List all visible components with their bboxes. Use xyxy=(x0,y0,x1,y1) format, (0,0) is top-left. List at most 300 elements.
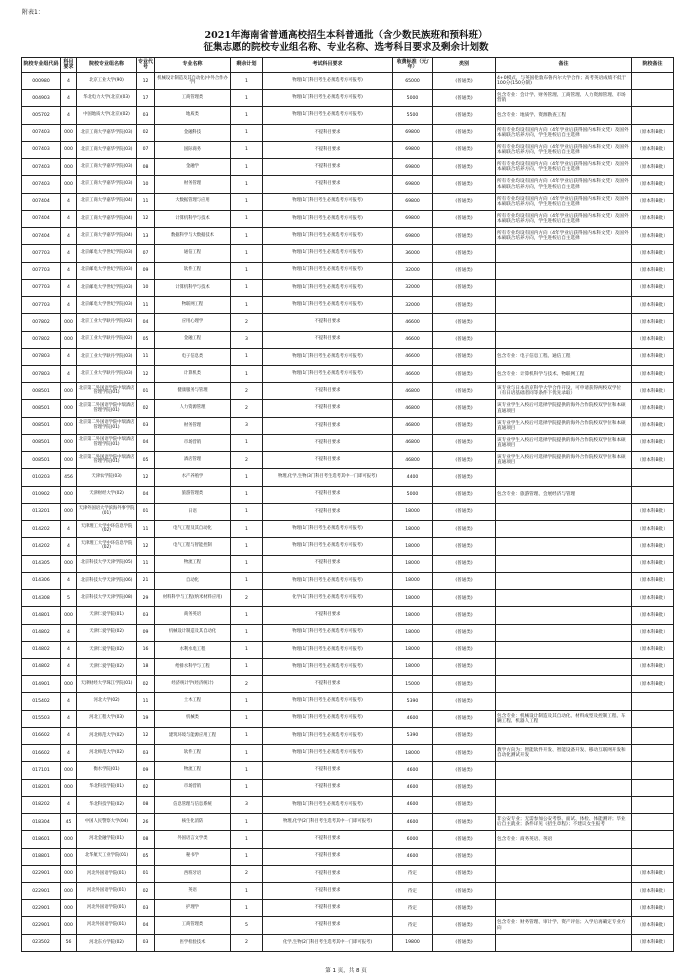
exam-req-cell: 不提科目要求 xyxy=(263,831,393,848)
school-remarks-cell xyxy=(632,693,674,710)
fee-cell: 32000 xyxy=(393,279,433,296)
fee-cell: 5390 xyxy=(393,693,433,710)
group-code-cell: 016602 xyxy=(22,745,61,762)
table-row xyxy=(22,900,674,917)
remaining-cell: 1 xyxy=(231,486,263,503)
table-row xyxy=(22,434,674,451)
major-name-cell: 英语 xyxy=(155,883,231,900)
fee-cell: 待定 xyxy=(393,900,433,917)
major-name-cell: 计算机科学与技术 xyxy=(155,210,231,227)
major-code-cell: 12 xyxy=(137,469,155,486)
subject-req-cell: 4 xyxy=(61,228,77,245)
major-code-cell: 02 xyxy=(137,676,155,693)
group-code-cell: 014801 xyxy=(22,607,61,624)
group-code-cell: 013201 xyxy=(22,503,61,520)
fee-cell: 19800 xyxy=(393,934,433,951)
group-code-cell: 010902 xyxy=(22,486,61,503)
exam-req-cell: 不提科目要求 xyxy=(263,486,393,503)
major-name-cell: 物流工程 xyxy=(155,555,231,572)
group-code-cell: 015402 xyxy=(22,693,61,710)
fee-cell: 18000 xyxy=(393,572,433,589)
school-remarks-cell: （原本科B批） xyxy=(632,141,674,158)
subject-req-cell: 000 xyxy=(61,607,77,624)
group-name-cell: 北京工业大学(90) xyxy=(77,73,137,90)
page-title-line-1: 2021年海南省普通高校招生本科普通批（含少数民族班和预科班） xyxy=(204,30,488,41)
school-remarks-cell xyxy=(632,762,674,779)
group-name-cell: 北京工商大学嘉华学院(03) xyxy=(77,124,137,141)
exam-req-cell: 不提科目要求 xyxy=(263,331,393,348)
major-code-cell: 12 xyxy=(137,210,155,227)
school-remarks-cell xyxy=(632,814,674,831)
remarks-cell xyxy=(496,762,632,779)
col-remarks-header: 备注 xyxy=(496,58,632,73)
major-name-cell: 经济统计学(经济统计) xyxy=(155,676,231,693)
major-name-cell: 工商管理类 xyxy=(155,90,231,107)
fee-cell: 4600 xyxy=(393,814,433,831)
exam-req-cell: 不提科目要求 xyxy=(263,400,393,417)
remarks-cell: 包含专业：旅游管理、会展经济与管理 xyxy=(496,486,632,503)
remaining-cell: 1 xyxy=(231,848,263,865)
remarks-cell xyxy=(496,779,632,796)
exam-req-cell: 不提科目要求 xyxy=(263,883,393,900)
group-name-cell: 北京工商大学嘉华学院(04) xyxy=(77,210,137,227)
remarks-cell xyxy=(496,331,632,348)
fee-cell: 18000 xyxy=(393,503,433,520)
remaining-cell: 1 xyxy=(231,73,263,90)
major-code-cell: 11 xyxy=(137,693,155,710)
major-name-cell: 市场营销 xyxy=(155,779,231,796)
major-name-cell: 机械设计制造及其自动化(中外合作办学) xyxy=(155,73,231,90)
table-row xyxy=(22,486,674,503)
subject-req-cell: 4 xyxy=(61,641,77,658)
fee-cell: 4600 xyxy=(393,710,433,727)
school-remarks-cell: （原本科B批） xyxy=(632,279,674,296)
category-cell: (普通类) xyxy=(433,831,496,848)
major-name-cell: 外国语言文学类 xyxy=(155,831,231,848)
col-group-name-header: 院校专业组名称 xyxy=(77,58,137,73)
major-name-cell: 金融工程 xyxy=(155,331,231,348)
remaining-cell: 1 xyxy=(231,814,263,831)
major-code-cell: 13 xyxy=(137,228,155,245)
remarks-cell xyxy=(496,693,632,710)
group-code-cell: 008501 xyxy=(22,400,61,417)
exam-req-cell: 物理(1门科目考生必须选考方可报考) xyxy=(263,727,393,744)
fee-cell: 5000 xyxy=(393,486,433,503)
major-code-cell: 08 xyxy=(137,831,155,848)
major-code-cell: 03 xyxy=(137,745,155,762)
fee-cell: 65000 xyxy=(393,73,433,90)
table-row xyxy=(22,365,674,382)
school-remarks-cell xyxy=(632,107,674,124)
subject-req-cell: 4 xyxy=(61,693,77,710)
major-code-cell: 03 xyxy=(137,107,155,124)
category-cell: (普通类) xyxy=(433,400,496,417)
exam-req-cell: 不提科目要求 xyxy=(263,159,393,176)
fee-cell: 6000 xyxy=(393,831,433,848)
subject-req-cell: 000 xyxy=(61,434,77,451)
group-name-cell: 华北科技学院(01) xyxy=(77,779,137,796)
school-remarks-cell: （原本科B批） xyxy=(632,400,674,417)
group-name-cell: 河北金融学院(01) xyxy=(77,831,137,848)
page-title-line-2: 征集志愿的院校专业组名称、专业名称、选考科目要求及剩余计划数 xyxy=(203,42,489,53)
remarks-cell: 所有专业均设有国内方向（4年学业后获得国内本科文凭）及国外本硕联合培养方向，学生进校后自主选择 xyxy=(496,124,632,141)
category-cell: (普通类) xyxy=(433,193,496,210)
exam-req-cell: 物理(1门科目考生必须选考方可报考) xyxy=(263,193,393,210)
school-remarks-cell: （原本科B批） xyxy=(632,917,674,934)
table-row xyxy=(22,400,674,417)
category-cell: (普通类) xyxy=(433,727,496,744)
exam-req-cell: 不提科目要求 xyxy=(263,176,393,193)
group-name-cell: 河北外国语学院(01) xyxy=(77,865,137,882)
group-code-cell: 008501 xyxy=(22,383,61,400)
major-code-cell: 03 xyxy=(137,417,155,434)
major-code-cell: 11 xyxy=(137,521,155,538)
major-code-cell: 04 xyxy=(137,434,155,451)
remarks-cell: 该专业学生入校后可选择学院提供的海外合作院校双学位和本硕直通项目 xyxy=(496,452,632,469)
col-major-name-header: 专业名称 xyxy=(155,58,231,73)
subject-req-cell: 4 xyxy=(61,279,77,296)
group-name-cell: 北京工商大学嘉华学院(04) xyxy=(77,193,137,210)
table-row xyxy=(22,607,674,624)
major-name-cell: 人力资源管理 xyxy=(155,400,231,417)
major-name-cell: 地质类 xyxy=(155,107,231,124)
fee-cell: 4600 xyxy=(393,762,433,779)
major-name-cell: 秘书学 xyxy=(155,848,231,865)
major-name-cell: 物流工程 xyxy=(155,762,231,779)
exam-req-cell: 物理(1门科目考生必须选考方可报考) xyxy=(263,348,393,365)
table-row xyxy=(22,193,674,210)
subject-req-cell: 5 xyxy=(61,590,77,607)
school-remarks-cell xyxy=(632,73,674,90)
exam-req-cell: 不提科目要求 xyxy=(263,124,393,141)
table-row xyxy=(22,331,674,348)
remarks-cell xyxy=(496,297,632,314)
major-name-cell: 商务英语 xyxy=(155,607,231,624)
remarks-cell: 包含专业：计算机科学与技术、物联网工程 xyxy=(496,365,632,382)
group-code-cell: 018801 xyxy=(22,848,61,865)
remaining-cell: 1 xyxy=(231,159,263,176)
table-row xyxy=(22,210,674,227)
category-cell: (普通类) xyxy=(433,658,496,675)
fee-cell: 4400 xyxy=(393,469,433,486)
major-name-cell: 应用心理学 xyxy=(155,314,231,331)
major-code-cell: 07 xyxy=(137,245,155,262)
subject-req-cell: 4 xyxy=(61,538,77,555)
subject-req-cell: 4 xyxy=(61,210,77,227)
remarks-cell xyxy=(496,796,632,813)
fee-cell: 5390 xyxy=(393,727,433,744)
group-name-cell: 北京工商大学嘉华学院(03) xyxy=(77,176,137,193)
subject-req-cell: 4 xyxy=(61,348,77,365)
group-name-cell: 河北大学(02) xyxy=(77,693,137,710)
remaining-cell: 1 xyxy=(231,745,263,762)
group-code-cell: 007403 xyxy=(22,176,61,193)
school-remarks-cell xyxy=(632,727,674,744)
school-remarks-cell xyxy=(632,831,674,848)
group-code-cell: 007802 xyxy=(22,331,61,348)
group-code-cell: 022901 xyxy=(22,883,61,900)
remaining-cell: 1 xyxy=(231,245,263,262)
subject-req-cell: 4 xyxy=(61,107,77,124)
major-name-cell: 物联网工程 xyxy=(155,297,231,314)
school-remarks-cell: （原本科B批） xyxy=(632,210,674,227)
table-row xyxy=(22,762,674,779)
subject-req-cell: 4 xyxy=(61,521,77,538)
category-cell: (普通类) xyxy=(433,297,496,314)
remarks-cell: 该专业学生入校后可选择学院提供的海外合作院校双学位和本硕直通项目 xyxy=(496,434,632,451)
school-remarks-cell: （原本科B批） xyxy=(632,228,674,245)
category-cell: (普通类) xyxy=(433,383,496,400)
remaining-cell: 1 xyxy=(231,607,263,624)
group-code-cell: 008501 xyxy=(22,452,61,469)
table-row xyxy=(22,245,674,262)
table-row xyxy=(22,934,674,951)
category-cell: (普通类) xyxy=(433,710,496,727)
table-row xyxy=(22,469,674,486)
fee-cell: 待定 xyxy=(393,883,433,900)
table-body xyxy=(22,73,674,952)
group-name-cell: 天津仁爱学院(02) xyxy=(77,658,137,675)
school-remarks-cell: （原本科B批） xyxy=(632,555,674,572)
subject-req-cell: 000 xyxy=(61,831,77,848)
group-name-cell: 北京工业大学耿丹学院(02) xyxy=(77,331,137,348)
school-remarks-cell xyxy=(632,90,674,107)
category-cell: (普通类) xyxy=(433,814,496,831)
remaining-cell: 1 xyxy=(231,434,263,451)
group-name-cell: 华北电力大学(北京)(03) xyxy=(77,90,137,107)
fee-cell: 69800 xyxy=(393,210,433,227)
exam-req-cell: 物理,化学,生物(3门科目考生选考其中一门即可报考) xyxy=(263,469,393,486)
subject-req-cell: 000 xyxy=(61,676,77,693)
school-remarks-cell: （原本科B批） xyxy=(632,297,674,314)
remarks-cell xyxy=(496,555,632,572)
group-code-cell: 022901 xyxy=(22,900,61,917)
exam-req-cell: 物理(1门科目考生必须选考方可报考) xyxy=(263,538,393,555)
category-cell: (普通类) xyxy=(433,365,496,382)
major-name-cell: 护理学 xyxy=(155,900,231,917)
subject-req-cell: 4 xyxy=(61,796,77,813)
major-code-cell: 11 xyxy=(137,193,155,210)
subject-req-cell: 000 xyxy=(61,417,77,434)
remarks-cell: 所有专业均设有国内方向（4年学业后获得国内本科文凭）及国外本硕联合培养方向，学生进校后自主选择 xyxy=(496,210,632,227)
group-name-cell: 北京科技大学天津学院(05) xyxy=(77,555,137,572)
major-code-cell: 12 xyxy=(137,727,155,744)
exam-req-cell: 不提科目要求 xyxy=(263,417,393,434)
exam-req-cell: 物理(1门科目考生必须选考方可报考) xyxy=(263,796,393,813)
group-code-cell: 022901 xyxy=(22,865,61,882)
major-code-cell: 07 xyxy=(137,141,155,158)
category-cell: (普通类) xyxy=(433,503,496,520)
major-name-cell: 大数据管理与应用 xyxy=(155,193,231,210)
remarks-cell: 包含专业：财务管理、审计学、资产评估；入学后再确定专业方向 xyxy=(496,917,632,934)
school-remarks-cell: （原本科B批） xyxy=(632,865,674,882)
group-name-cell: 北京工业大学耿丹学院(03) xyxy=(77,348,137,365)
col-category-header: 类别 xyxy=(433,58,496,73)
fee-cell: 18000 xyxy=(393,641,433,658)
category-cell: (普通类) xyxy=(433,624,496,641)
remarks-cell: 所有专业均设有国内方向（4年学业后获得国内本科文凭）及国外本硕联合培养方向，学生进校后自主选择 xyxy=(496,193,632,210)
group-name-cell: 河北工程大学(03) xyxy=(77,710,137,727)
group-code-cell: 018601 xyxy=(22,831,61,848)
major-code-cell: 02 xyxy=(137,400,155,417)
fee-cell: 32000 xyxy=(393,262,433,279)
annex-label: 附表1： xyxy=(22,9,44,16)
remarks-cell: 该专业学生入校后可选择学院提供的海外合作院校双学位和本硕直通项目 xyxy=(496,417,632,434)
major-name-cell: 通信工程 xyxy=(155,245,231,262)
col-fee-header: 收费标准（元/年） xyxy=(393,58,433,73)
school-remarks-cell: （原本科B批） xyxy=(632,624,674,641)
school-remarks-cell: （原本科B批） xyxy=(632,434,674,451)
category-cell: (普通类) xyxy=(433,779,496,796)
table-row xyxy=(22,779,674,796)
major-name-cell: 财务管理 xyxy=(155,176,231,193)
group-code-cell: 007802 xyxy=(22,314,61,331)
group-code-cell: 018304 xyxy=(22,814,61,831)
group-code-cell: 018201 xyxy=(22,779,61,796)
group-name-cell: 天津理工大学中环信息学院(02) xyxy=(77,521,137,538)
remarks-cell xyxy=(496,572,632,589)
exam-req-cell: 不提科目要求 xyxy=(263,141,393,158)
remaining-cell: 1 xyxy=(231,658,263,675)
major-name-cell: 国际商务 xyxy=(155,141,231,158)
major-name-cell: 金融学 xyxy=(155,159,231,176)
category-cell: (普通类) xyxy=(433,159,496,176)
table-row xyxy=(22,452,674,469)
major-code-cell: 03 xyxy=(137,900,155,917)
table-row xyxy=(22,417,674,434)
remarks-cell: 所有专业均设有国内方向（4年学业后获得国内本科文凭）及国外本硕联合培养方向，学生进校后自主选择 xyxy=(496,176,632,193)
group-name-cell: 北京第二外国语学院中瑞酒店管理学院(01) xyxy=(77,400,137,417)
major-name-cell: 数据科学与大数据技术 xyxy=(155,228,231,245)
major-code-cell: 21 xyxy=(137,572,155,589)
group-name-cell: 北京邮电大学世纪学院(03) xyxy=(77,297,137,314)
major-name-cell: 市场营销 xyxy=(155,434,231,451)
major-code-cell: 08 xyxy=(137,796,155,813)
group-name-cell: 北京科技大学天津学院(08) xyxy=(77,590,137,607)
category-cell: (普通类) xyxy=(433,176,496,193)
exam-req-cell: 不提科目要求 xyxy=(263,900,393,917)
group-name-cell: 北京第二外国语学院中瑞酒店管理学院(01) xyxy=(77,434,137,451)
table-row xyxy=(22,348,674,365)
category-cell: (普通类) xyxy=(433,762,496,779)
subject-req-cell: 000 xyxy=(61,865,77,882)
remarks-cell xyxy=(496,624,632,641)
fee-cell: 46800 xyxy=(393,383,433,400)
category-cell: (普通类) xyxy=(433,900,496,917)
school-remarks-cell: （原本科B批） xyxy=(632,538,674,555)
group-name-cell: 河北外国语学院(01) xyxy=(77,883,137,900)
remaining-cell: 1 xyxy=(231,297,263,314)
category-cell: (普通类) xyxy=(433,555,496,572)
subject-req-cell: 4 xyxy=(61,727,77,744)
remarks-cell: 包含专业：商务英语、英语 xyxy=(496,831,632,848)
remarks-cell xyxy=(496,521,632,538)
exam-req-cell: 物理(1门科目考生必须选考方可报考) xyxy=(263,641,393,658)
remarks-cell xyxy=(496,607,632,624)
group-name-cell: 北华航天工业学院(01) xyxy=(77,848,137,865)
group-name-cell: 北京工商大学嘉华学院(03) xyxy=(77,141,137,158)
group-name-cell: 北京工业大学耿丹学院(02) xyxy=(77,314,137,331)
exam-req-cell: 不提科目要求 xyxy=(263,452,393,469)
fee-cell: 18000 xyxy=(393,607,433,624)
remaining-cell: 2 xyxy=(231,383,263,400)
category-cell: (普通类) xyxy=(433,676,496,693)
remaining-cell: 1 xyxy=(231,228,263,245)
group-code-cell: 007703 xyxy=(22,245,61,262)
category-cell: (普通类) xyxy=(433,693,496,710)
table-row xyxy=(22,745,674,762)
fee-cell: 18000 xyxy=(393,624,433,641)
school-remarks-cell xyxy=(632,486,674,503)
group-code-cell: 016602 xyxy=(22,727,61,744)
major-code-cell: 11 xyxy=(137,297,155,314)
exam-req-cell: 物理(1门科目考生必须选考方可报考) xyxy=(263,228,393,245)
subject-req-cell: 000 xyxy=(61,452,77,469)
subject-req-cell: 000 xyxy=(61,762,77,779)
remarks-cell: 非公安专业；无需参加公安考察、面试、体检、体能测评；毕业后自主就业；条件详见《招生章程》；不建议女生报考 xyxy=(496,814,632,831)
category-cell: (普通类) xyxy=(433,486,496,503)
table-row xyxy=(22,624,674,641)
fee-cell: 69800 xyxy=(393,228,433,245)
group-name-cell: 北京工业大学耿丹学院(03) xyxy=(77,365,137,382)
subject-req-cell: 000 xyxy=(61,141,77,158)
table-row xyxy=(22,590,674,607)
major-code-cell: 01 xyxy=(137,383,155,400)
fee-cell: 18000 xyxy=(393,521,433,538)
major-name-cell: 工商管理类 xyxy=(155,917,231,934)
table-row xyxy=(22,814,674,831)
category-cell: (普通类) xyxy=(433,883,496,900)
remarks-cell xyxy=(496,262,632,279)
exam-req-cell: 不提科目要求 xyxy=(263,383,393,400)
exam-req-cell: 不提科目要求 xyxy=(263,917,393,934)
remaining-cell: 3 xyxy=(231,331,263,348)
category-cell: (普通类) xyxy=(433,228,496,245)
category-cell: (普通类) xyxy=(433,538,496,555)
group-code-cell: 008501 xyxy=(22,417,61,434)
school-remarks-cell: （原本科B批） xyxy=(632,124,674,141)
table-row xyxy=(22,572,674,589)
major-name-cell: 西班牙语 xyxy=(155,865,231,882)
group-name-cell: 华北科技学院(02) xyxy=(77,796,137,813)
category-cell: (普通类) xyxy=(433,434,496,451)
remarks-cell xyxy=(496,900,632,917)
table-row xyxy=(22,176,674,193)
remaining-cell: 1 xyxy=(231,555,263,572)
major-name-cell: 水产养殖学 xyxy=(155,469,231,486)
remaining-cell: 1 xyxy=(231,176,263,193)
category-cell: (普通类) xyxy=(433,934,496,951)
major-code-cell: 03 xyxy=(137,934,155,951)
category-cell: (普通类) xyxy=(433,848,496,865)
major-name-cell: 电气工程与智能控制 xyxy=(155,538,231,555)
exam-req-cell: 物理(1门科目考生必须选考方可报考) xyxy=(263,658,393,675)
remaining-cell: 1 xyxy=(231,572,263,589)
fee-cell: 46600 xyxy=(393,348,433,365)
remarks-cell xyxy=(496,245,632,262)
fee-cell: 18000 xyxy=(393,590,433,607)
group-name-cell: 北京科技大学天津学院(06) xyxy=(77,572,137,589)
table-row xyxy=(22,883,674,900)
major-code-cell: 05 xyxy=(137,452,155,469)
remaining-cell: 1 xyxy=(231,469,263,486)
exam-req-cell: 不提科目要求 xyxy=(263,434,393,451)
table-row xyxy=(22,727,674,744)
school-remarks-cell: （原本科B批） xyxy=(632,365,674,382)
major-code-cell: 12 xyxy=(137,538,155,555)
group-name-cell: 北京工商大学嘉华学院(03) xyxy=(77,159,137,176)
fee-cell: 15000 xyxy=(393,676,433,693)
